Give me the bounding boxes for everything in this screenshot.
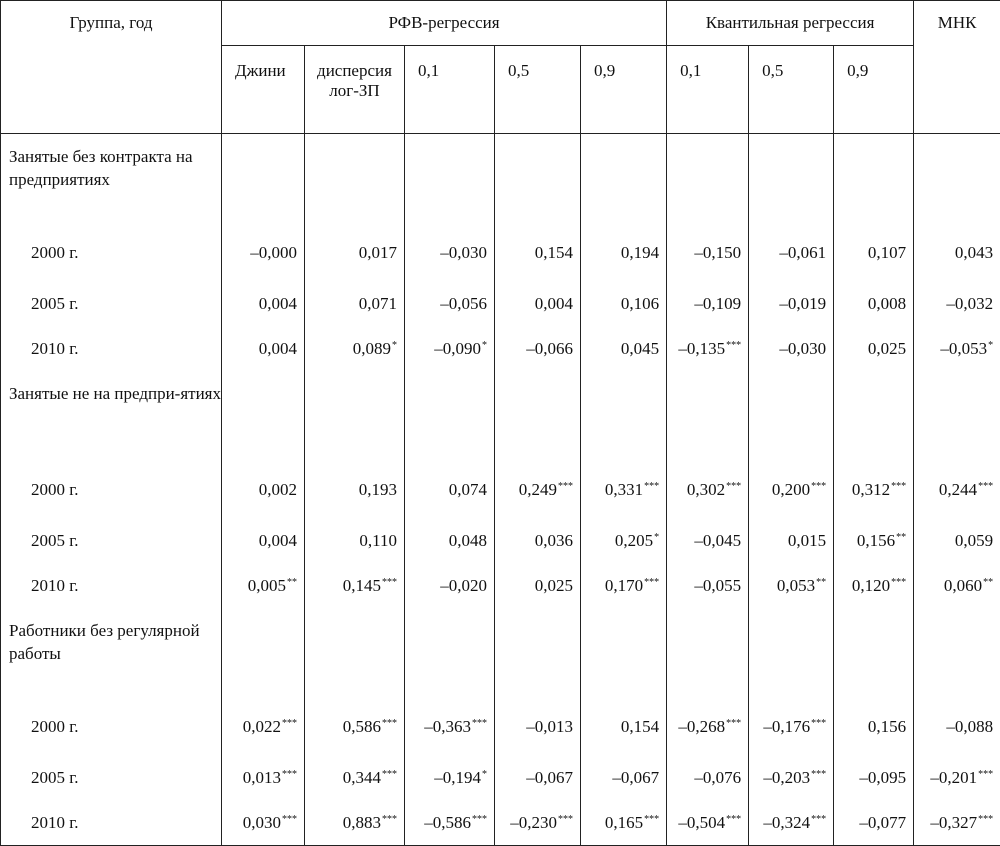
value-cell	[405, 563, 495, 608]
table-row	[1, 563, 1000, 608]
coefficient-value: 0,154	[535, 243, 573, 262]
value-cell	[834, 462, 914, 518]
coefficient-value: 0,004	[259, 339, 297, 358]
value-cell	[222, 281, 305, 326]
value-cell	[581, 462, 667, 518]
significance-stars: ***	[726, 340, 741, 351]
value-cell	[495, 518, 581, 563]
value-cell	[749, 462, 834, 518]
value-cell	[305, 462, 405, 518]
value-cell	[495, 563, 581, 608]
significance-stars: ***	[382, 814, 397, 825]
header-rif-q09: 0,9	[581, 46, 667, 134]
value-cell	[222, 326, 305, 371]
coefficient-value: 0,004	[259, 294, 297, 313]
header-ols: МНК	[914, 1, 1000, 134]
coefficient-value: 0,045	[621, 339, 659, 358]
value-cell	[222, 755, 305, 800]
value-cell	[914, 225, 1000, 281]
coefficient-value: 0,193	[359, 480, 397, 499]
empty-cell	[305, 134, 405, 226]
header-rif-q05: 0,5	[495, 46, 581, 134]
value-cell	[749, 518, 834, 563]
significance-stars: ***	[891, 481, 906, 492]
empty-cell	[222, 134, 305, 226]
empty-cell	[914, 371, 1000, 462]
coefficient-value: 0,156	[868, 717, 906, 736]
coefficient-value: –0,077	[859, 813, 906, 832]
value-cell	[914, 462, 1000, 518]
value-cell	[405, 281, 495, 326]
coefficient-value: 0,156	[857, 531, 895, 550]
coefficient-value: 0,030	[243, 813, 281, 832]
value-cell	[581, 699, 667, 755]
value-cell	[405, 518, 495, 563]
year-label: 2005 г.	[1, 518, 222, 563]
coefficient-value: 0,154	[621, 717, 659, 736]
coefficient-value: 0,244	[939, 480, 977, 499]
value-cell	[914, 518, 1000, 563]
significance-stars: ***	[472, 718, 487, 729]
table-row	[1, 326, 1000, 371]
value-cell	[305, 326, 405, 371]
coefficient-value: 0,107	[868, 243, 906, 262]
value-cell	[305, 563, 405, 608]
table-body	[1, 134, 1000, 846]
value-cell	[834, 225, 914, 281]
coefficient-value: 0,008	[868, 294, 906, 313]
coefficient-value: 0,170	[605, 576, 643, 595]
significance-stars: *	[482, 769, 487, 780]
year-label: 2010 г.	[1, 563, 222, 608]
value-cell	[222, 699, 305, 755]
header-quant-q01: 0,1	[667, 46, 749, 134]
coefficient-value: –0,056	[440, 294, 487, 313]
value-cell	[405, 800, 495, 846]
coefficient-value: –0,201	[930, 768, 977, 787]
coefficient-value: 0,312	[852, 480, 890, 499]
value-cell	[834, 518, 914, 563]
significance-stars: ***	[978, 481, 993, 492]
coefficient-value: 0,013	[243, 768, 281, 787]
coefficient-value: 0,344	[343, 768, 381, 787]
significance-stars: **	[816, 577, 826, 588]
empty-cell	[749, 134, 834, 226]
coefficient-value: 0,200	[772, 480, 810, 499]
empty-cell	[305, 608, 405, 699]
value-cell	[581, 281, 667, 326]
value-cell	[581, 326, 667, 371]
coefficient-value: –0,090	[434, 339, 481, 358]
significance-stars: ***	[644, 577, 659, 588]
value-cell	[305, 699, 405, 755]
coefficient-value: –0,268	[678, 717, 725, 736]
table-row	[1, 755, 1000, 800]
coefficient-value: –0,150	[694, 243, 741, 262]
significance-stars: ***	[726, 718, 741, 729]
empty-cell	[581, 134, 667, 226]
coefficient-value: –0,095	[859, 768, 906, 787]
header-log-wage-variance: дисперсия лог-ЗП	[305, 46, 405, 134]
coefficient-value: 0,165	[605, 813, 643, 832]
value-cell	[834, 326, 914, 371]
coefficient-value: 0,089	[353, 339, 391, 358]
value-cell	[495, 326, 581, 371]
significance-stars: ***	[644, 814, 659, 825]
significance-stars: ***	[978, 814, 993, 825]
coefficient-value: 0,120	[852, 576, 890, 595]
value-cell	[914, 800, 1000, 846]
coefficient-value: 0,022	[243, 717, 281, 736]
value-cell	[667, 462, 749, 518]
significance-stars: ***	[726, 814, 741, 825]
empty-cell	[667, 134, 749, 226]
value-cell	[581, 225, 667, 281]
coefficient-value: 0,249	[519, 480, 557, 499]
value-cell	[667, 518, 749, 563]
value-cell	[222, 518, 305, 563]
header-quant-q09: 0,9	[834, 46, 914, 134]
coefficient-value: –0,053	[940, 339, 987, 358]
significance-stars: **	[983, 577, 993, 588]
table-row	[1, 518, 1000, 563]
value-cell	[495, 699, 581, 755]
coefficient-value: –0,203	[763, 768, 810, 787]
coefficient-value: 0,004	[535, 294, 573, 313]
value-cell	[667, 800, 749, 846]
year-label: 2010 г.	[1, 800, 222, 846]
value-cell	[914, 281, 1000, 326]
significance-stars: **	[287, 577, 297, 588]
coefficient-value: 0,036	[535, 531, 573, 550]
value-cell	[749, 225, 834, 281]
value-cell	[667, 281, 749, 326]
value-cell	[834, 281, 914, 326]
coefficient-value: 0,015	[788, 531, 826, 550]
year-label: 2005 г.	[1, 281, 222, 326]
empty-cell	[581, 371, 667, 462]
coefficient-value: 0,194	[621, 243, 659, 262]
significance-stars: ***	[811, 814, 826, 825]
significance-stars: ***	[891, 577, 906, 588]
coefficient-value: –0,586	[424, 813, 471, 832]
header-quantile-regression: Квантильная регрессия	[667, 1, 914, 46]
year-label: 2000 г.	[1, 462, 222, 518]
coefficient-value: –0,067	[526, 768, 573, 787]
coefficient-value: –0,030	[440, 243, 487, 262]
coefficient-value: 0,004	[259, 531, 297, 550]
group-label: Занятые не на предпри-ятиях	[1, 371, 222, 462]
table-row	[1, 281, 1000, 326]
coefficient-value: –0,061	[779, 243, 826, 262]
significance-stars: *	[482, 340, 487, 351]
significance-stars: ***	[472, 814, 487, 825]
year-label: 2010 г.	[1, 326, 222, 371]
coefficient-value: 0,074	[449, 480, 487, 499]
significance-stars: **	[896, 532, 906, 543]
value-cell	[749, 281, 834, 326]
coefficient-value: –0,076	[694, 768, 741, 787]
value-cell	[834, 699, 914, 755]
value-cell	[749, 326, 834, 371]
significance-stars: ***	[811, 769, 826, 780]
coefficient-value: –0,194	[434, 768, 481, 787]
value-cell	[405, 755, 495, 800]
significance-stars: ***	[978, 769, 993, 780]
coefficient-value: –0,067	[612, 768, 659, 787]
year-label: 2000 г.	[1, 699, 222, 755]
empty-cell	[581, 608, 667, 699]
value-cell	[667, 755, 749, 800]
coefficient-value: –0,176	[763, 717, 810, 736]
empty-cell	[222, 608, 305, 699]
coefficient-value: –0,327	[930, 813, 977, 832]
value-cell	[222, 462, 305, 518]
value-cell	[405, 462, 495, 518]
group-row	[1, 134, 1000, 226]
value-cell	[305, 800, 405, 846]
value-cell	[667, 225, 749, 281]
coefficient-value: 0,071	[359, 294, 397, 313]
empty-cell	[495, 134, 581, 226]
significance-stars: ***	[382, 769, 397, 780]
empty-cell	[914, 134, 1000, 226]
empty-cell	[495, 608, 581, 699]
value-cell	[495, 755, 581, 800]
coefficient-value: –0,066	[526, 339, 573, 358]
coefficient-value: 0,005	[248, 576, 286, 595]
empty-cell	[305, 371, 405, 462]
empty-cell	[834, 608, 914, 699]
value-cell	[749, 699, 834, 755]
value-cell	[581, 755, 667, 800]
significance-stars: ***	[282, 769, 297, 780]
empty-cell	[749, 371, 834, 462]
value-cell	[305, 518, 405, 563]
coefficient-value: –0,109	[694, 294, 741, 313]
coefficient-value: 0,586	[343, 717, 381, 736]
empty-cell	[834, 134, 914, 226]
coefficient-value: 0,302	[687, 480, 725, 499]
value-cell	[581, 518, 667, 563]
value-cell	[749, 755, 834, 800]
value-cell	[834, 800, 914, 846]
value-cell	[749, 800, 834, 846]
value-cell	[667, 326, 749, 371]
empty-cell	[405, 371, 495, 462]
group-row	[1, 608, 1000, 699]
empty-cell	[405, 134, 495, 226]
coefficient-value: 0,145	[343, 576, 381, 595]
coefficient-value: –0,020	[440, 576, 487, 595]
coefficient-value: –0,363	[424, 717, 471, 736]
coefficient-value: 0,331	[605, 480, 643, 499]
value-cell	[914, 326, 1000, 371]
header-rif-regression: РФВ-регрессия	[222, 1, 667, 46]
value-cell	[834, 755, 914, 800]
value-cell	[495, 462, 581, 518]
header-quant-q05: 0,5	[749, 46, 834, 134]
significance-stars: ***	[382, 577, 397, 588]
coefficient-value: –0,030	[779, 339, 826, 358]
table-row	[1, 800, 1000, 846]
significance-stars: ***	[382, 718, 397, 729]
value-cell	[495, 800, 581, 846]
coefficient-value: –0,045	[694, 531, 741, 550]
year-label: 2005 г.	[1, 755, 222, 800]
significance-stars: ***	[558, 814, 573, 825]
coefficient-value: 0,205	[615, 531, 653, 550]
coefficient-value: 0,017	[359, 243, 397, 262]
value-cell	[222, 225, 305, 281]
significance-stars: ***	[811, 481, 826, 492]
value-cell	[914, 699, 1000, 755]
coefficient-value: 0,060	[944, 576, 982, 595]
value-cell	[495, 281, 581, 326]
empty-cell	[749, 608, 834, 699]
header-rif-q01: 0,1	[405, 46, 495, 134]
group-label: Работники без регулярной работы	[1, 608, 222, 699]
value-cell	[222, 800, 305, 846]
coefficient-value: –0,032	[946, 294, 993, 313]
coefficient-value: –0,135	[678, 339, 725, 358]
table-row	[1, 699, 1000, 755]
coefficient-value: 0,059	[955, 531, 993, 550]
group-row	[1, 371, 1000, 462]
coefficient-value: –0,000	[250, 243, 297, 262]
value-cell	[581, 800, 667, 846]
value-cell	[405, 699, 495, 755]
empty-cell	[495, 371, 581, 462]
empty-cell	[914, 608, 1000, 699]
year-label: 2000 г.	[1, 225, 222, 281]
value-cell	[914, 563, 1000, 608]
value-cell	[667, 563, 749, 608]
coefficient-value: –0,324	[763, 813, 810, 832]
coefficient-value: 0,106	[621, 294, 659, 313]
coefficient-value: –0,230	[510, 813, 557, 832]
significance-stars: ***	[811, 718, 826, 729]
table-row	[1, 462, 1000, 518]
significance-stars: *	[654, 532, 659, 543]
value-cell	[305, 225, 405, 281]
significance-stars: *	[392, 340, 397, 351]
coefficient-value: –0,055	[694, 576, 741, 595]
coefficient-value: 0,883	[343, 813, 381, 832]
significance-stars: *	[988, 340, 993, 351]
table-row	[1, 225, 1000, 281]
significance-stars: ***	[282, 718, 297, 729]
value-cell	[834, 563, 914, 608]
empty-cell	[222, 371, 305, 462]
value-cell	[495, 225, 581, 281]
coefficient-value: 0,048	[449, 531, 487, 550]
empty-cell	[667, 371, 749, 462]
coefficient-value: –0,019	[779, 294, 826, 313]
value-cell	[405, 326, 495, 371]
value-cell	[914, 755, 1000, 800]
value-cell	[667, 699, 749, 755]
coefficient-value: –0,504	[678, 813, 725, 832]
coefficient-value: –0,088	[946, 717, 993, 736]
significance-stars: ***	[282, 814, 297, 825]
group-label: Занятые без контракта на предприятиях	[1, 134, 222, 226]
header-gini: Джини	[222, 46, 305, 134]
value-cell	[749, 563, 834, 608]
significance-stars: ***	[558, 481, 573, 492]
coefficient-value: 0,110	[359, 531, 397, 550]
coefficient-value: –0,013	[526, 717, 573, 736]
empty-cell	[667, 608, 749, 699]
coefficient-value: 0,043	[955, 243, 993, 262]
coefficient-value: 0,025	[535, 576, 573, 595]
significance-stars: ***	[726, 481, 741, 492]
value-cell	[581, 563, 667, 608]
coefficient-value: 0,002	[259, 480, 297, 499]
empty-cell	[405, 608, 495, 699]
empty-cell	[834, 371, 914, 462]
coefficient-value: 0,053	[777, 576, 815, 595]
value-cell	[405, 225, 495, 281]
header-group-year: Группа, год	[1, 1, 222, 134]
coefficient-value: 0,025	[868, 339, 906, 358]
value-cell	[305, 755, 405, 800]
value-cell	[222, 563, 305, 608]
significance-stars: ***	[644, 481, 659, 492]
value-cell	[305, 281, 405, 326]
